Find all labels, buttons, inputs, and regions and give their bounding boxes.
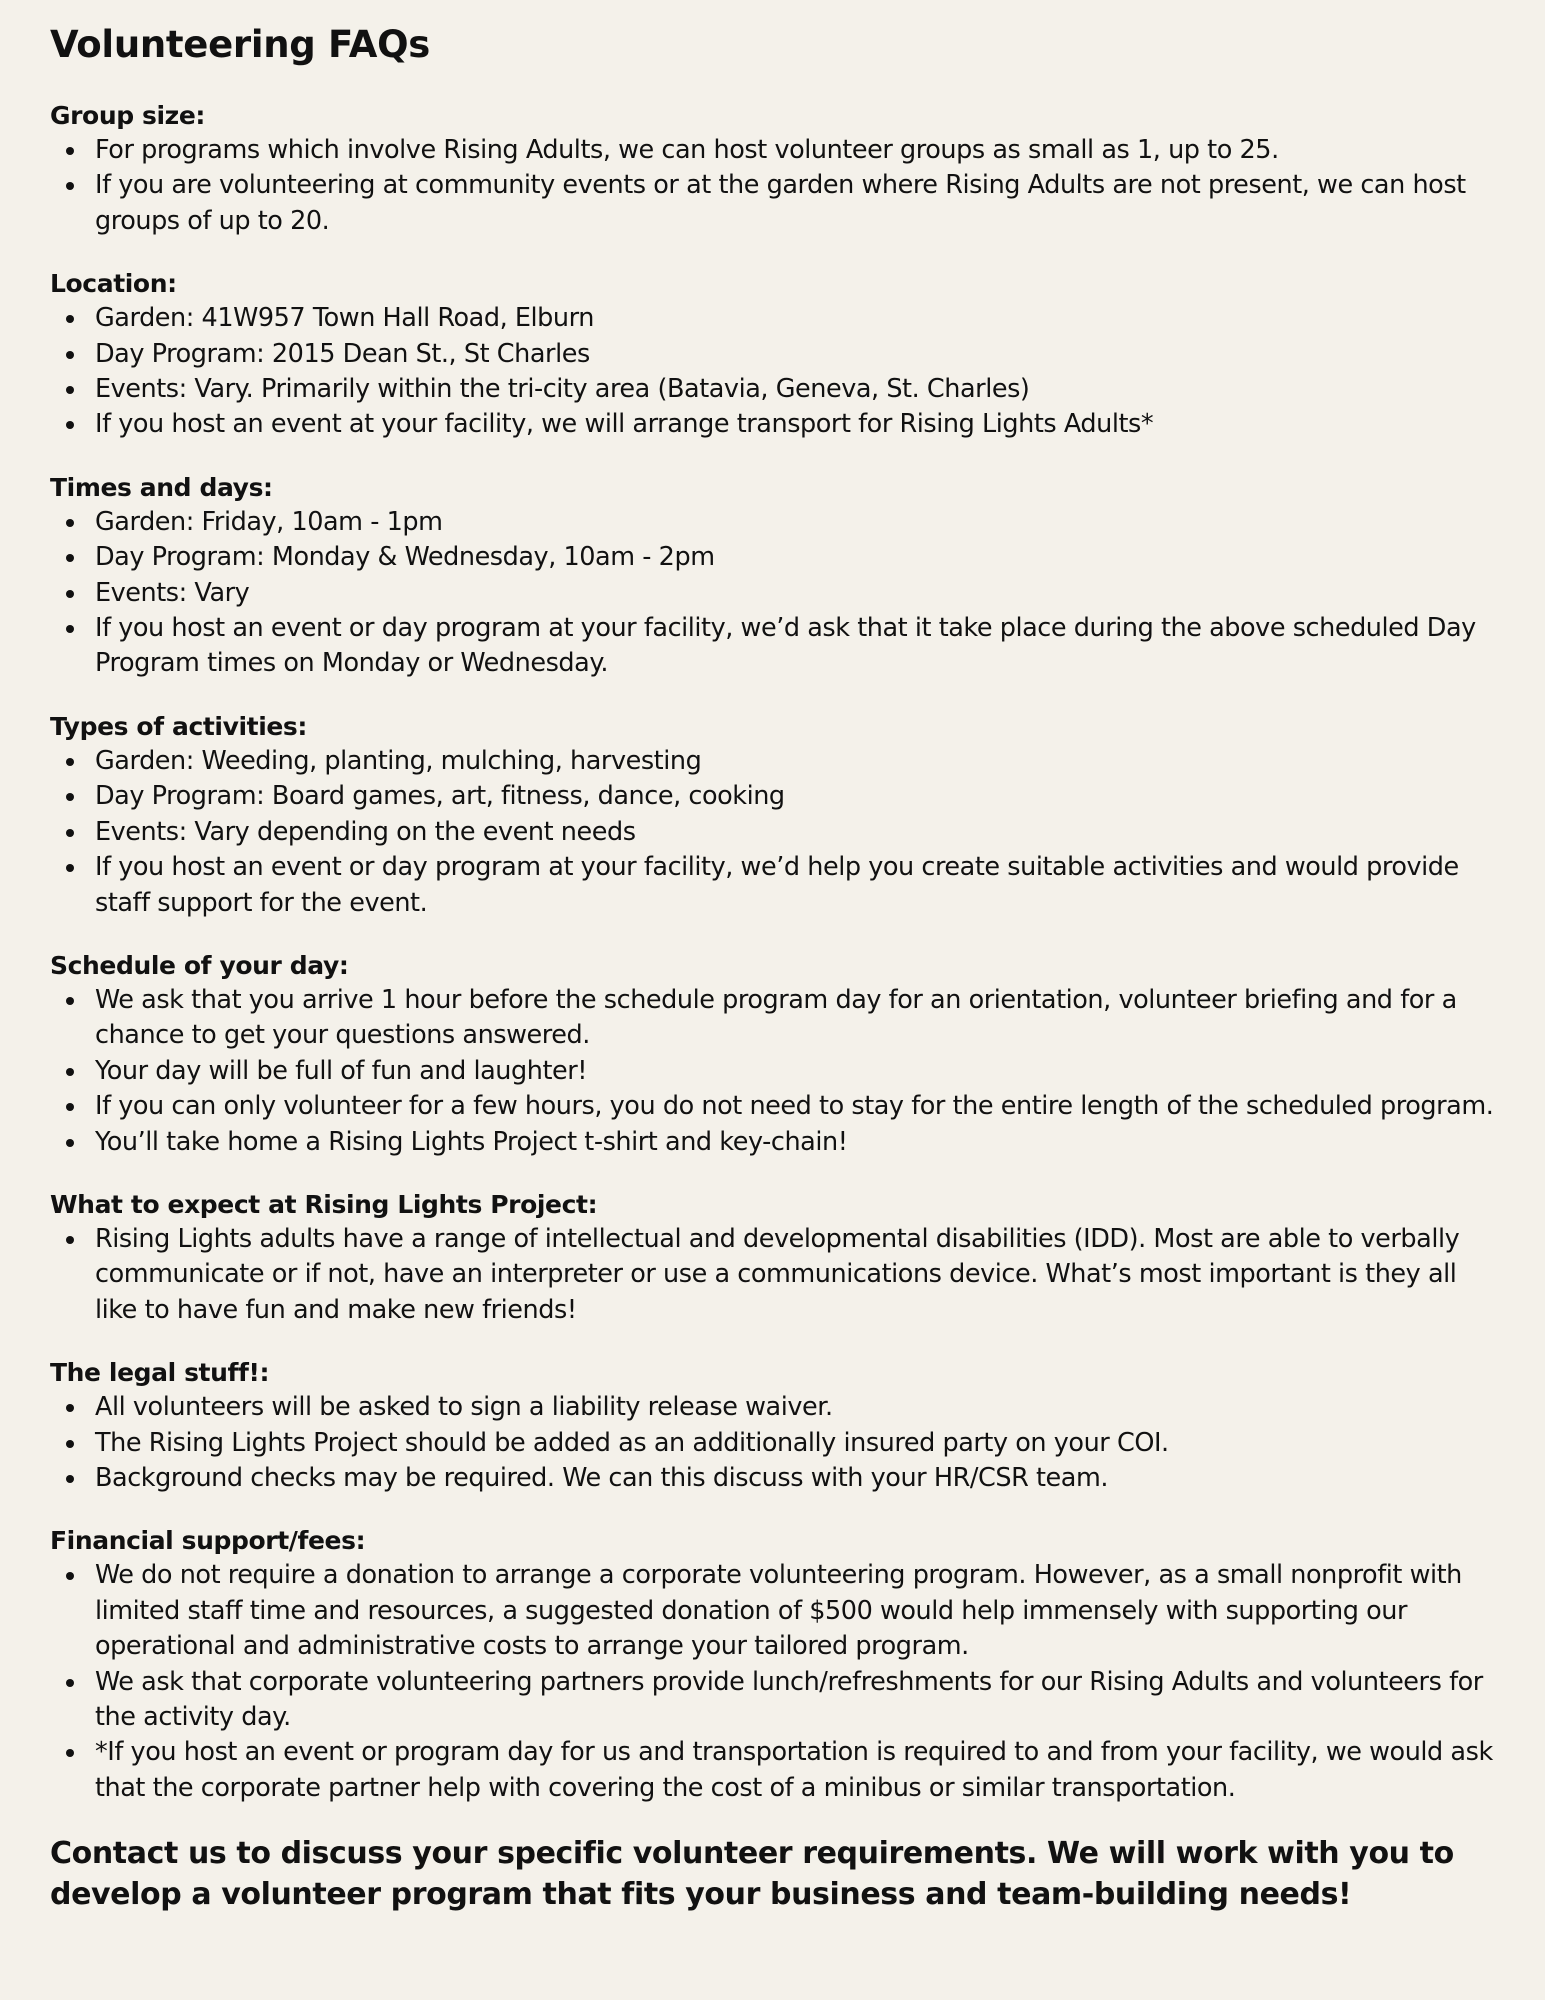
bullet-list	[50, 505, 1500, 682]
list-item: We do not require a donation to arrange a corporate volunteering program. However, as a small nonprofit with limited staff time and resources, a suggested donation of $500 would help immensely with supporting our operational and administrative costs to arrange your tailored program.	[50, 1558, 1500, 1664]
bullet-list	[50, 744, 1500, 921]
bullet-list	[50, 1222, 1500, 1328]
contact-call-to-action: Contact us to discuss your specific volunteer requirements. We will work with you to develop a volunteer program that fits your business and team-building needs!	[50, 1836, 1454, 1913]
list-item: If you host an event or day program at your facility, we’d help you create suitable activities and would provide staff support for the event.	[50, 850, 1500, 921]
list-item: Garden: Weeding, planting, mulching, harvesting	[50, 744, 1500, 779]
section-heading: Financial support/fees:	[50, 1526, 366, 1556]
section-heading: Schedule of your day:	[50, 950, 349, 980]
section-what-to-expect	[50, 1187, 1500, 1328]
list-item: Day Program: Monday & Wednesday, 10am - 2pm	[50, 540, 1500, 575]
list-item: Garden: 41W957 Town Hall Road, Elburn	[50, 301, 1500, 336]
bullet-list	[50, 1390, 1500, 1496]
bullet-list	[50, 983, 1500, 1160]
list-item: Day Program: 2015 Dean St., St Charles	[50, 337, 1500, 372]
list-item: Garden: Friday, 10am - 1pm	[50, 505, 1500, 540]
list-item: If you can only volunteer for a few hours, you do not need to stay for the entire length of the scheduled program.	[50, 1089, 1500, 1124]
bullet-list	[50, 133, 1500, 239]
list-item: You’ll take home a Rising Lights Project t-shirt and key-chain!	[50, 1125, 1500, 1160]
section-types-of-activities	[50, 709, 1500, 921]
section-heading: Types of activities:	[50, 711, 308, 741]
list-item: Background checks may be required. We can this discuss with your HR/CSR team.	[50, 1461, 1500, 1496]
list-item: Events: Vary	[50, 576, 1500, 611]
list-item: We ask that corporate volunteering partners provide lunch/refreshments for our Rising Adults and volunteers for the activity day.	[50, 1665, 1500, 1736]
list-item: The Rising Lights Project should be added as an additionally insured party on your COI.	[50, 1426, 1500, 1461]
list-item: Day Program: Board games, art, fitness, dance, cooking	[50, 779, 1500, 814]
section-heading: Times and days:	[50, 472, 273, 502]
section-location	[50, 266, 1500, 443]
list-item: We ask that you arrive 1 hour before the schedule program day for an orientation, volunteer briefing and for a chance to get your questions answered.	[50, 983, 1500, 1054]
list-item: If you are volunteering at community events or at the garden where Rising Adults are not present, we can host groups of up to 20.	[50, 168, 1500, 239]
list-item: Your day will be full of fun and laughter!	[50, 1054, 1500, 1089]
list-item: If you host an event at your facility, we will arrange transport for Rising Lights Adults*	[50, 407, 1500, 442]
section-heading: Group size:	[50, 101, 205, 130]
page-title: Volunteering FAQs	[50, 23, 430, 66]
list-item: Events: Vary depending on the event needs	[50, 815, 1500, 850]
section-group-size	[50, 98, 1500, 239]
list-item: *If you host an event or program day for us and transportation is required to and from your facility, we would ask that the corporate partner help with covering the cost of a minibus or similar transportation.	[50, 1735, 1500, 1806]
section-times-and-days	[50, 470, 1500, 682]
faq-document	[50, 18, 1500, 1915]
section-schedule	[50, 948, 1500, 1160]
section-heading: The legal stuff!:	[50, 1358, 270, 1388]
list-item: For programs which involve Rising Adults, we can host volunteer groups as small as 1, up to 25.	[50, 133, 1500, 168]
section-heading: What to expect at Rising Lights Project:	[50, 1189, 598, 1219]
section-financial	[50, 1523, 1500, 1806]
list-item: If you host an event or day program at your facility, we’d ask that it take place during the above scheduled Day Program times on Monday or Wednesday.	[50, 611, 1500, 682]
section-legal	[50, 1355, 1500, 1496]
bullet-list	[50, 301, 1500, 443]
list-item: All volunteers will be asked to sign a liability release waiver.	[50, 1390, 1500, 1425]
bullet-list	[50, 1558, 1500, 1806]
list-item: Rising Lights adults have a range of intellectual and developmental disabilities (IDD). Most are able to verbally communicate or if not, have an interpreter or use a communications device. What’s most important is they all like to have fun and make new friends!	[50, 1222, 1500, 1328]
list-item: Events: Vary. Primarily within the tri-city area (Batavia, Geneva, St. Charles)	[50, 372, 1500, 407]
section-heading: Location:	[50, 269, 177, 299]
